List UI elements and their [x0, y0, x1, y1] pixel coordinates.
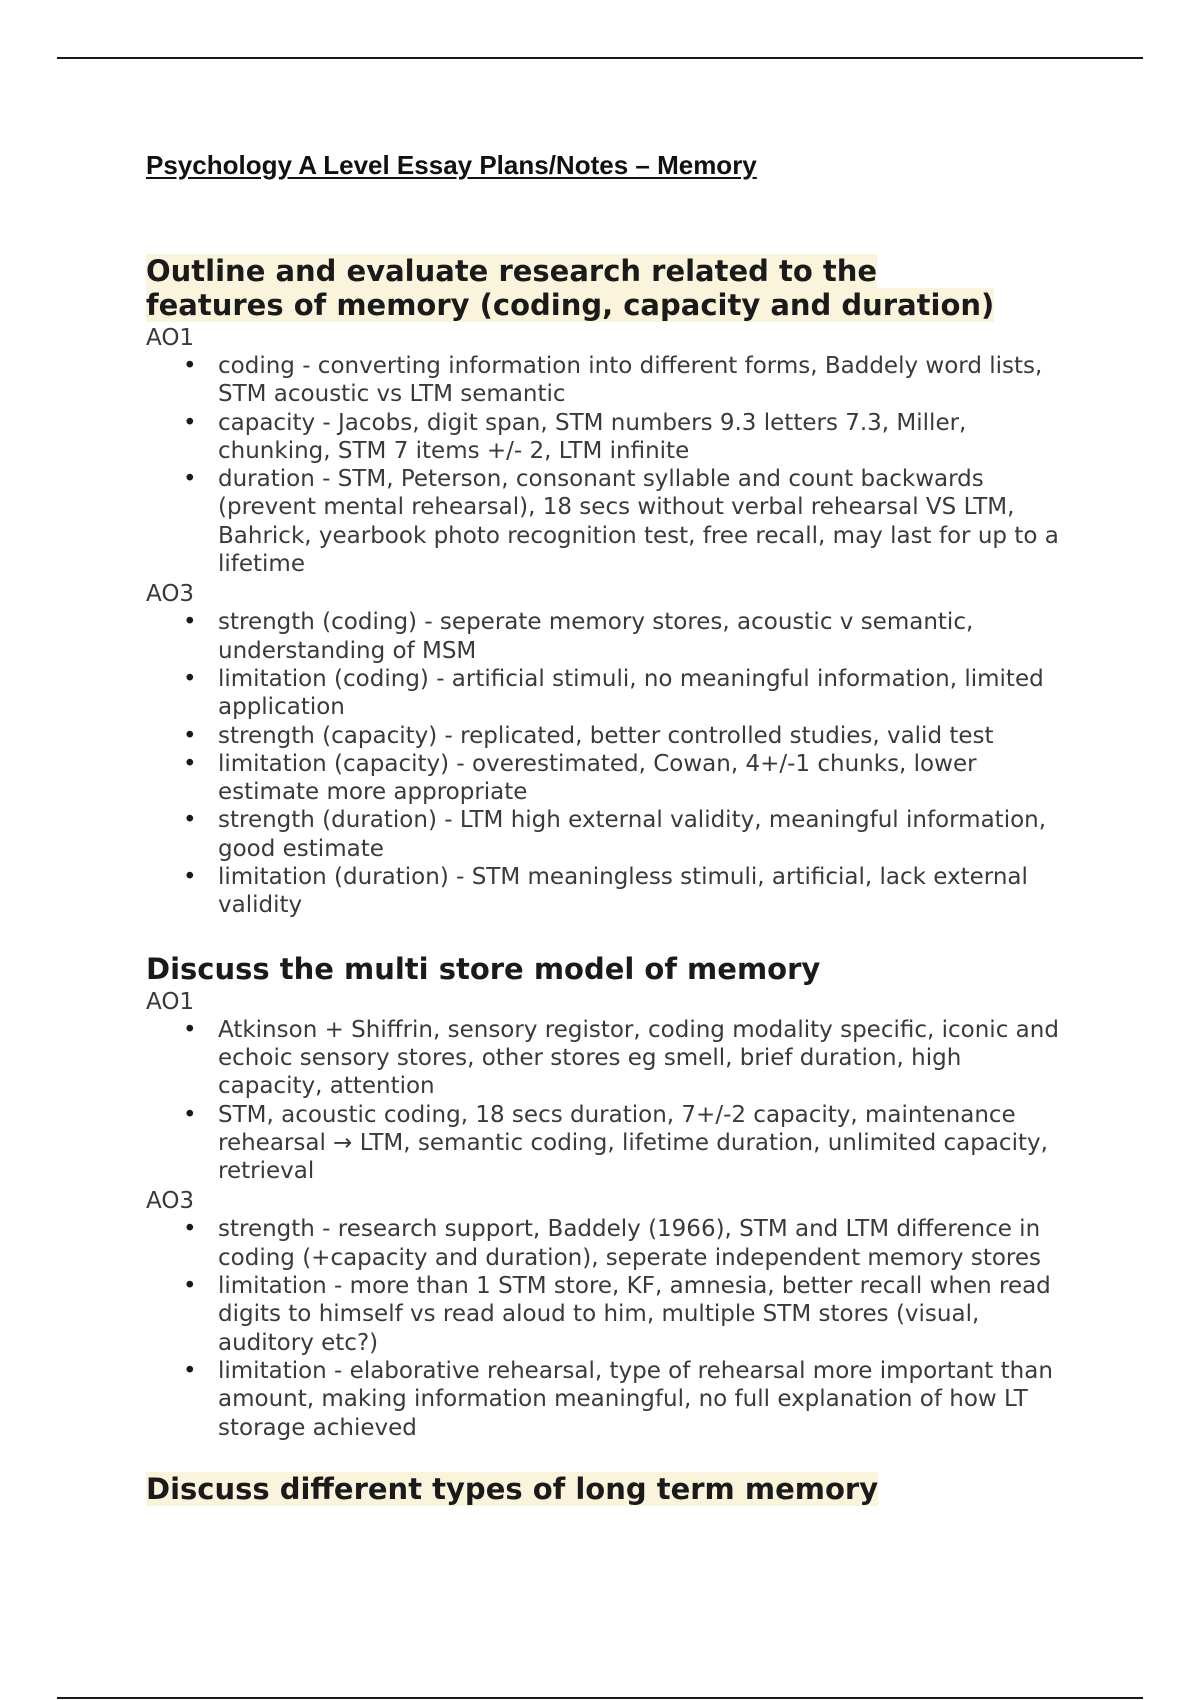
document-body: [146, 148, 1066, 1506]
list-item: • strength (coding) - seperate memory stores, acoustic v semantic, understanding of MSM: [218, 608, 1066, 665]
list-item: • limitation (capacity) - overestimated, Cowan, 4+/-1 chunks, lower estimate more appropriate: [218, 750, 1066, 807]
list-item: • strength (duration) - LTM high external validity, meaningful information, good estimate: [218, 806, 1066, 863]
section-multi-store-model: [146, 952, 1066, 1442]
heading-line: Outline and evaluate research related to the: [146, 254, 878, 288]
list-item: • STM, acoustic coding, 18 secs duration, 7+/-2 capacity, maintenance rehearsal → LTM, semantic coding, lifetime duration, unlimited capacity, retrieval: [218, 1101, 1066, 1186]
ao1-label: AO1: [146, 325, 195, 351]
bottom-rule: [57, 1697, 1143, 1699]
section-heading: Discuss the multi store model of memory: [146, 951, 821, 986]
ao1-label: AO1: [146, 988, 195, 1015]
ao1-list: [146, 352, 1066, 578]
section-features-of-memory: [146, 254, 1066, 920]
list-item: • duration - STM, Peterson, consonant syllable and count backwards (prevent mental rehearsal), 18 secs without verbal rehearsal VS LTM, Bahrick, yearbook photo recognition test, free recall, may last for up to a lifetime: [218, 465, 1066, 578]
list-item: • strength - research support, Baddely (1966), STM and LTM difference in coding (+capacity and duration), seperate independent memory stores: [218, 1215, 1066, 1272]
list-item: • limitation - elaborative rehearsal, type of rehearsal more important than amount, making information meaningful, no full explanation of how LT storage achieved: [218, 1357, 1066, 1442]
section-types-of-ltm: [146, 1472, 1066, 1506]
section-heading: [146, 254, 1066, 322]
ao3-label: AO3: [146, 581, 195, 608]
ao3-list: [146, 608, 1066, 919]
list-item: • coding - converting information into different forms, Baddely word lists, STM acoustic vs LTM semantic: [218, 352, 1066, 409]
list-item: • Atkinson + Shiffrin, sensory registor, coding modality specific, iconic and echoic sensory stores, other stores eg smell, brief duration, high capacity, attention: [218, 1016, 1066, 1101]
list-item: • limitation (coding) - artificial stimuli, no meaningful information, limited application: [218, 665, 1066, 722]
heading-line: features of memory (coding, capacity and duration): [146, 288, 995, 322]
section-heading: [146, 1472, 1066, 1506]
document-title: Psychology A Level Essay Plans/Notes – Memory: [146, 150, 757, 180]
ao3-list: [146, 1215, 1066, 1441]
list-item: • capacity - Jacobs, digit span, STM numbers 9.3 letters 7.3, Miller, chunking, STM 7 items +/- 2, LTM infinite: [218, 409, 1066, 466]
top-rule: [57, 57, 1143, 59]
list-item: • limitation - more than 1 STM store, KF, amnesia, better recall when read digits to himself vs read aloud to him, multiple STM stores (visual, auditory etc?): [218, 1272, 1066, 1357]
heading-line: Discuss different types of long term memory: [146, 1471, 879, 1506]
list-item: • strength (capacity) - replicated, better controlled studies, valid test: [218, 722, 1066, 750]
ao1-list: [146, 1016, 1066, 1186]
list-item: • limitation (duration) - STM meaningless stimuli, artificial, lack external validity: [218, 863, 1066, 920]
ao3-label: AO3: [146, 1188, 195, 1215]
